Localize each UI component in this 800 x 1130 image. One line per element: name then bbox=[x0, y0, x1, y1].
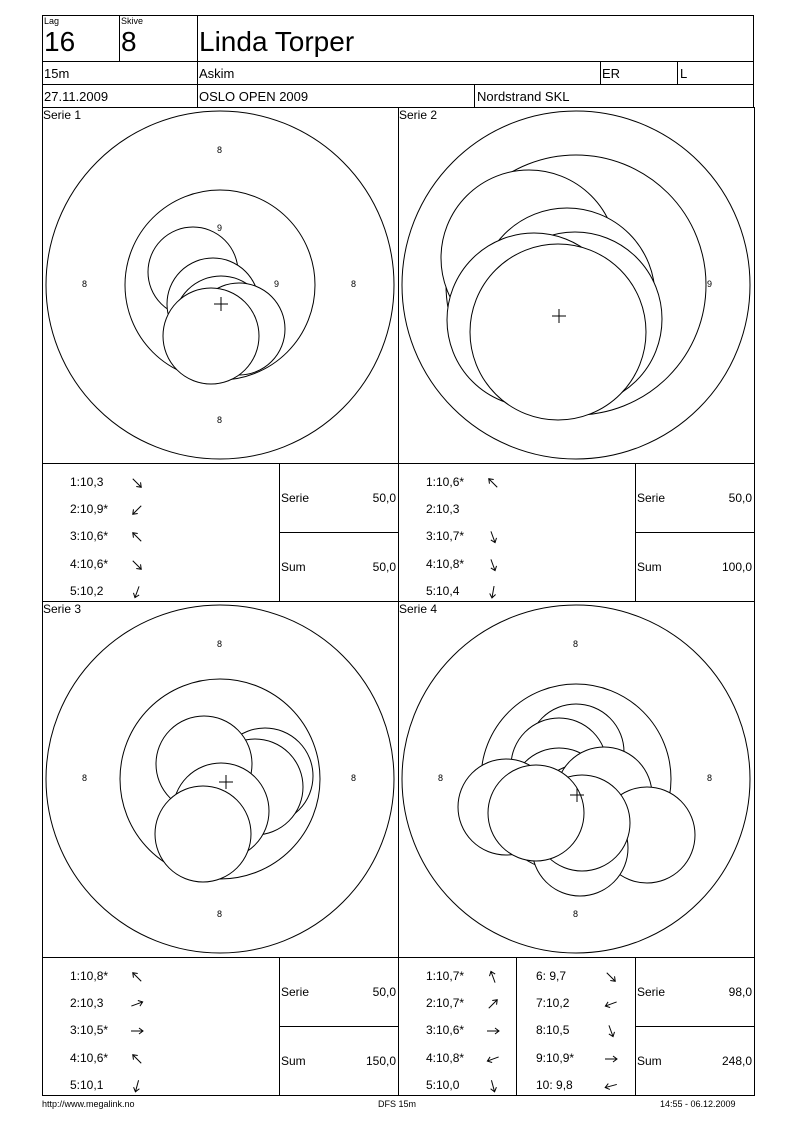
shot-score: 8:10,5 bbox=[536, 1023, 570, 1037]
shot-score: 5:10,1 bbox=[70, 1078, 104, 1092]
lag-value: 16 bbox=[44, 26, 76, 57]
shot-direction-icon bbox=[130, 476, 144, 490]
header-row-3 bbox=[42, 84, 754, 108]
header-divider bbox=[677, 61, 678, 85]
shot-score: 2:10,9* bbox=[70, 502, 109, 516]
shot-direction-icon bbox=[604, 1024, 618, 1038]
shot-score: 1:10,6* bbox=[426, 475, 465, 489]
shot-score: 4:10,6* bbox=[70, 557, 109, 571]
ring-label-bottom: 8 bbox=[217, 415, 223, 425]
ring-label-bottom: 8 bbox=[217, 909, 223, 919]
target-diagram bbox=[43, 602, 398, 957]
shot-direction-icon bbox=[486, 1024, 500, 1038]
footer-timestamp: 14:55 - 06.12.2009 bbox=[660, 1099, 736, 1109]
serie-label: Serie bbox=[637, 985, 666, 999]
target-diagram bbox=[399, 602, 754, 957]
header-divider bbox=[197, 84, 198, 108]
series-title: Serie 4 bbox=[399, 602, 438, 616]
skive-label: Skive bbox=[121, 16, 144, 26]
event: OSLO OPEN 2009 bbox=[199, 89, 309, 104]
series-title: Serie 1 bbox=[43, 108, 82, 122]
ring-label-left: 8 bbox=[82, 279, 88, 289]
shot-direction-icon bbox=[130, 997, 144, 1011]
header-divider bbox=[197, 61, 198, 85]
shot-direction-icon bbox=[604, 1079, 618, 1093]
serie-value: 98,0 bbox=[728, 985, 752, 999]
shot-direction-icon bbox=[130, 503, 144, 517]
score-divider bbox=[279, 532, 399, 533]
ring-label-right: 8 bbox=[351, 279, 357, 289]
shot-score: 4:10,6* bbox=[70, 1051, 109, 1065]
ring-label-right: 9 bbox=[707, 279, 713, 289]
header-divider bbox=[197, 15, 198, 62]
shot-direction-icon bbox=[486, 970, 500, 984]
shot-score: 3:10,5* bbox=[70, 1023, 109, 1037]
date: 27.11.2009 bbox=[44, 89, 109, 104]
footer-url: http://www.megalink.no bbox=[42, 1099, 135, 1109]
series-title: Serie 3 bbox=[43, 602, 82, 616]
lag-label: Lag bbox=[44, 16, 60, 26]
shot-direction-icon bbox=[604, 970, 618, 984]
shot-direction-icon bbox=[604, 997, 618, 1011]
serie-label: Serie bbox=[281, 491, 310, 505]
shot-score: 10: 9,8 bbox=[536, 1078, 573, 1092]
shot-score: 2:10,3 bbox=[70, 996, 104, 1010]
shot-score: 2:10,3 bbox=[426, 502, 460, 516]
sum-value: 100,0 bbox=[721, 560, 752, 574]
serie-label: Serie bbox=[637, 491, 666, 505]
shot-direction-icon bbox=[486, 530, 500, 544]
shot-direction-icon bbox=[486, 558, 500, 572]
ring-label-top: 8 bbox=[573, 639, 579, 649]
shot-score: 3:10,7* bbox=[426, 529, 465, 543]
shot-score: 3:10,6* bbox=[426, 1023, 465, 1037]
ring-label-top: 8 bbox=[217, 145, 223, 155]
shot-direction-icon bbox=[486, 1079, 500, 1093]
club: Askim bbox=[199, 66, 235, 81]
shot-direction-icon bbox=[486, 503, 500, 517]
sum-value: 150,0 bbox=[365, 1054, 396, 1068]
sum-label: Sum bbox=[637, 1054, 662, 1068]
ring-label-top: 8 bbox=[217, 639, 223, 649]
ring-label-bottom: 8 bbox=[573, 909, 579, 919]
shot-hole bbox=[470, 244, 646, 420]
shot-direction-icon bbox=[130, 1052, 144, 1066]
shot-score: 6: 9,7 bbox=[536, 969, 567, 983]
shot-hole bbox=[155, 786, 251, 882]
series-title: Serie 2 bbox=[399, 108, 438, 122]
serie-value: 50,0 bbox=[372, 985, 396, 999]
header-divider bbox=[600, 61, 601, 85]
ring-label-right: 8 bbox=[351, 773, 357, 783]
serie-label: Serie bbox=[281, 985, 310, 999]
shot-score: 9:10,9* bbox=[536, 1051, 575, 1065]
shooter-name: Linda Torper bbox=[199, 26, 355, 57]
class: ER bbox=[602, 66, 621, 81]
shot-score: 5:10,0 bbox=[426, 1078, 460, 1092]
ring-label-inner_right: 9 bbox=[274, 279, 280, 289]
shot-direction-icon bbox=[604, 1052, 618, 1066]
sum-label: Sum bbox=[281, 560, 306, 574]
shot-direction-icon bbox=[486, 997, 500, 1011]
shot-score: 1:10,7* bbox=[426, 969, 465, 983]
shot-score: 5:10,2 bbox=[70, 584, 104, 598]
shot-hole bbox=[163, 288, 259, 384]
sum-value: 248,0 bbox=[721, 1054, 752, 1068]
sum-label: Sum bbox=[637, 560, 662, 574]
score-divider bbox=[516, 957, 517, 1096]
shot-score: 7:10,2 bbox=[536, 996, 570, 1010]
venue: Nordstrand SKL bbox=[477, 89, 570, 104]
header-divider bbox=[119, 15, 120, 62]
header-row-2 bbox=[42, 61, 754, 85]
shot-direction-icon bbox=[486, 1052, 500, 1066]
skive-value: 8 bbox=[121, 26, 137, 57]
shot-direction-icon bbox=[130, 1079, 144, 1093]
header-divider bbox=[474, 84, 475, 108]
distance: 15m bbox=[44, 66, 70, 81]
shot-score: 5:10,4 bbox=[426, 584, 460, 598]
sum-value: 50,0 bbox=[372, 560, 396, 574]
score-divider bbox=[279, 1026, 399, 1027]
shot-score: 1:10,8* bbox=[70, 969, 109, 983]
sum-label: Sum bbox=[281, 1054, 306, 1068]
serie-value: 50,0 bbox=[728, 491, 752, 505]
ring-label-left: 8 bbox=[438, 773, 444, 783]
footer-center: DFS 15m bbox=[378, 1099, 417, 1109]
shot-direction-icon bbox=[130, 585, 144, 599]
score-divider bbox=[635, 532, 755, 533]
target-diagram bbox=[43, 108, 398, 463]
ring-label-left: 8 bbox=[82, 773, 88, 783]
target-diagram bbox=[399, 108, 754, 463]
shot-score: 2:10,7* bbox=[426, 996, 465, 1010]
shot-direction-icon bbox=[130, 970, 144, 984]
shot-score: 4:10,8* bbox=[426, 1051, 465, 1065]
shot-score: 1:10,3 bbox=[70, 475, 104, 489]
shot-score: 4:10,8* bbox=[426, 557, 465, 571]
shot-direction-icon bbox=[486, 476, 500, 490]
serie-value: 50,0 bbox=[372, 491, 396, 505]
shot-direction-icon bbox=[486, 585, 500, 599]
shot-direction-icon bbox=[130, 558, 144, 572]
score-divider bbox=[635, 1026, 755, 1027]
shot-hole bbox=[488, 765, 584, 861]
shot-score: 3:10,6* bbox=[70, 529, 109, 543]
ring-label-right: 8 bbox=[707, 773, 713, 783]
header-row-1 bbox=[42, 15, 754, 62]
shot-direction-icon bbox=[130, 530, 144, 544]
class2: L bbox=[680, 66, 688, 81]
ring-label-inner_top: 9 bbox=[217, 223, 223, 233]
shot-direction-icon bbox=[130, 1024, 144, 1038]
